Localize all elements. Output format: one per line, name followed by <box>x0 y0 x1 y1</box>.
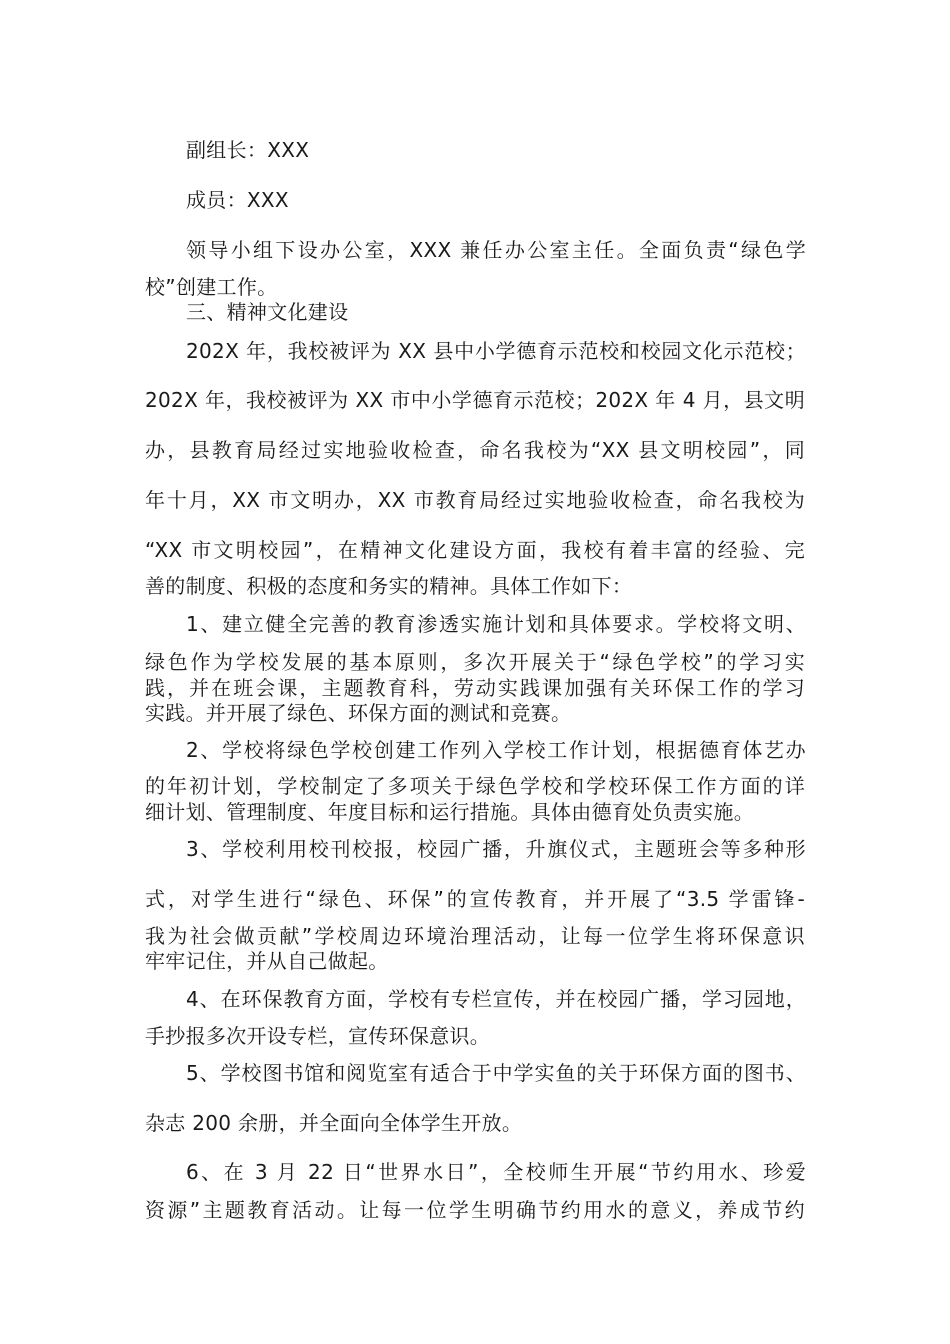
text-line: 2、学校将绿色学校创建工作列入学校工作计划，根据德育体艺办 <box>186 738 806 762</box>
text-line: 办，县教育局经过实地验收检查，命名我校为“XX 县文明校园”，同 <box>145 438 805 462</box>
text-line: 202X 年，我校被评为 XX 县中小学德育示范校和校园文化示范校； <box>186 339 806 363</box>
text-line: 4、在环保教育方面，学校有专栏宣传，并在校园广播，学习园地， <box>186 987 806 1011</box>
text-line: 绿色作为学校发展的基本原则，多次开展关于“绿色学校”的学习实 <box>145 650 805 674</box>
text-line: 领导小组下设办公室，XXX 兼任办公室主任。全面负责“绿色学 <box>186 238 806 262</box>
text-line: 实践。并开展了绿色、环保方面的测试和竞赛。 <box>145 701 572 725</box>
text-line: 我为社会做贡献”学校周边环境治理活动，让每一位学生将环保意识 <box>145 924 805 948</box>
text-line: 的年初计划，学校制定了多项关于绿色学校和学校环保工作方面的详 <box>145 774 805 798</box>
text-line: 年十月，XX 市文明办，XX 市教育局经过实地验收检查，命名我校为 <box>145 488 805 512</box>
text-line: 践，并在班会课，主题教育科，劳动实践课加强有关环保工作的学习 <box>145 676 805 700</box>
section-heading: 三、精神文化建设 <box>186 300 349 324</box>
text-line: 式，对学生进行“绿色、环保”的宣传教育，并开展了“3.5 学雷锋- <box>145 887 805 911</box>
text-line: 资源”主题教育活动。让每一位学生明确节约用水的意义，养成节约 <box>145 1198 805 1222</box>
text-line: 202X 年，我校被评为 XX 市中小学德育示范校；202X 年 4 月，县文明 <box>145 388 805 412</box>
text-line: “XX 市文明校园”，在精神文化建设方面，我校有着丰富的经验、完 <box>145 538 805 562</box>
text-line: 6、在 3 月 22 日“世界水日”，全校师生开展“节约用水、珍爱 <box>186 1160 806 1184</box>
text-line: 杂志 200 余册，并全面向全体学生开放。 <box>145 1111 523 1135</box>
text-line: 手抄报多次开设专栏，宣传环保意识。 <box>145 1024 491 1048</box>
text-line: 善的制度、积极的态度和务实的精神。具体工作如下： <box>145 574 633 598</box>
text-line: 1、建立健全完善的教育渗透实施计划和具体要求。学校将文明、 <box>186 612 806 636</box>
text-line: 3、学校利用校刊校报，校园广播，升旗仪式，主题班会等多种形 <box>186 837 806 861</box>
text-line-deputy-leader: 副组长：XXX <box>186 138 310 162</box>
text-line: 5、学校图书馆和阅览室有适合于中学实鱼的关于环保方面的图书、 <box>186 1061 806 1085</box>
text-line-members: 成员：XXX <box>186 188 289 212</box>
text-line: 校”创建工作。 <box>145 275 278 299</box>
text-line: 细计划、管理制度、年度目标和运行措施。具体由德育处负责实施。 <box>145 800 754 824</box>
text-line: 牢牢记住，并从自己做起。 <box>145 949 389 973</box>
